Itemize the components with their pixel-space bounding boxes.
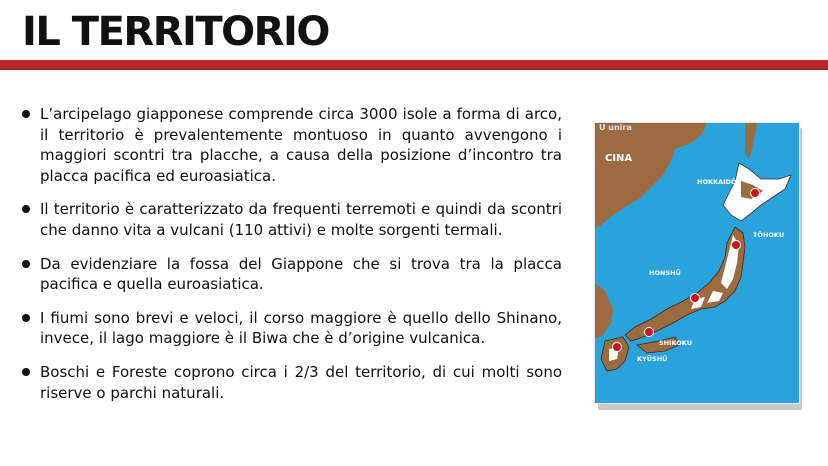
volcano-marker xyxy=(645,328,654,337)
volcano-marker xyxy=(613,343,622,352)
map-label-kyushu: KYŪSHŪ xyxy=(637,355,668,363)
map-label-tohoku: TŌHOKU xyxy=(753,231,785,239)
map-label-cina: CINA xyxy=(605,153,633,164)
volcano-marker xyxy=(691,294,700,303)
bullet-dot-icon xyxy=(22,205,30,213)
bullet-text: Da evidenziare la fossa del Giappone che si trova tra la placca pacifica e quella euroasiatica. xyxy=(40,254,562,294)
japan-map-graphic xyxy=(595,123,799,403)
bullet-dot-icon xyxy=(22,260,30,268)
volcano-marker xyxy=(732,241,741,250)
map-label-shikoku: SHIKOKU xyxy=(659,339,693,347)
bullet-text: Boschi e Foreste coprono circa i 2/3 del territorio, di cui molti sono riserve o parchi naturali. xyxy=(40,362,562,402)
bullet-item xyxy=(22,254,562,295)
bullet-text: Il territorio è caratterizzato da frequenti terremoti e quindi da scontri che danno vita a vulcani (110 attivi) e molte sorgenti termali. xyxy=(40,200,562,239)
map-top-label: U unira xyxy=(599,123,632,132)
japan-map xyxy=(594,122,800,404)
slide-title: IL TERRITORIO xyxy=(22,9,329,55)
bullet-item xyxy=(22,308,562,349)
bullet-item xyxy=(22,199,562,240)
bullet-text: L’arcipelago giapponese comprende circa 3000 isole a forma di arco, il territorio è prevalentemente montuoso in quanto avvengono i maggiori scontri tra placche, a causa della posizione d’incontro tra placca pacifica ed euroasiatica. xyxy=(40,105,562,185)
bullet-dot-icon xyxy=(22,314,30,322)
map-label-hokkaido: HOKKAIDŌ xyxy=(697,178,737,186)
bullet-text: I fiumi sono brevi e veloci, il corso maggiore è quello dello Shinano, invece, il lago maggiore è il Biwa che è d’origine vulcanica. xyxy=(40,308,562,348)
bullet-dot-icon xyxy=(22,368,30,376)
volcano-marker xyxy=(751,189,760,198)
bullet-list xyxy=(22,104,562,416)
title-divider-shadow xyxy=(0,69,828,70)
bullet-item xyxy=(22,104,562,186)
bullet-dot-icon xyxy=(22,110,30,118)
map-label-honshu: HONSHŪ xyxy=(649,269,681,277)
title-divider xyxy=(0,60,828,69)
japan-map-figure xyxy=(594,122,804,412)
bullet-item xyxy=(22,362,562,403)
